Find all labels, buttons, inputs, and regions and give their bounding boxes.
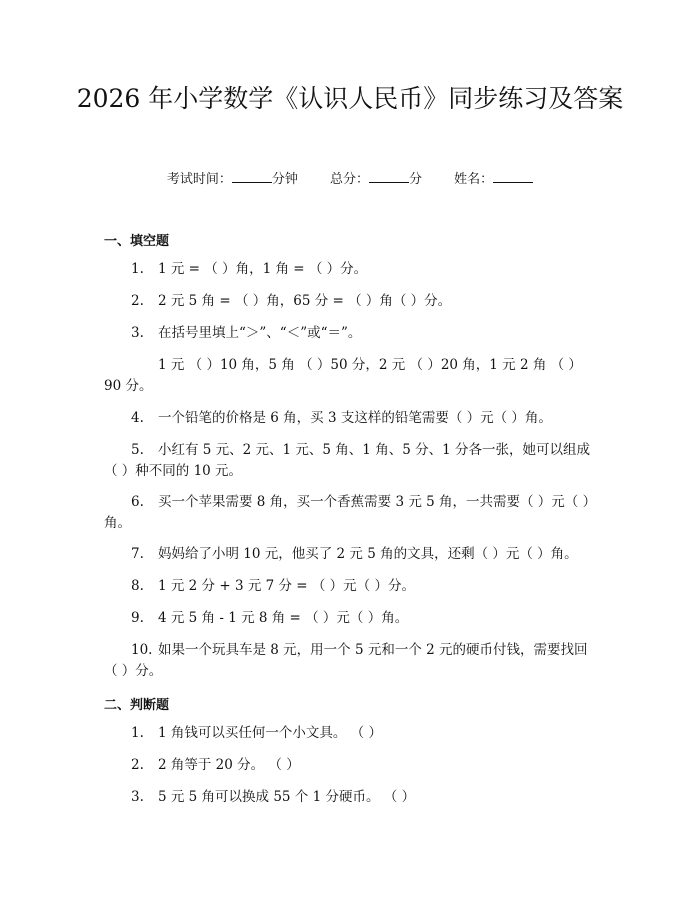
question-item (104, 259, 597, 280)
question-number: 8. (131, 578, 144, 594)
question-number: 3. (131, 789, 144, 805)
exam-info (0, 168, 700, 187)
question-item (104, 492, 597, 534)
question-text: 在括号里填上“＞”、“＜”或“＝”。 (158, 325, 362, 341)
exam-name-blank[interactable] (493, 170, 533, 183)
question-number: 6. (131, 494, 144, 510)
question-text: 小红有 5 元、2 元、1 元、5 角、1 角、5 分、1 分各一张，她可以组成（ ）种不同的 10 元。 (104, 442, 590, 479)
question-item (104, 787, 597, 808)
question-text: 1 元 2 分 + 3 元 7 分 = （ ）元（ ）分。 (158, 578, 415, 594)
question-number: 1. (131, 261, 144, 277)
question-item (104, 408, 597, 429)
question-item (104, 291, 597, 312)
exam-score-unit: 分 (409, 172, 423, 187)
question-number: 2. (131, 293, 144, 309)
exam-time-unit: 分钟 (271, 172, 298, 187)
exam-time (167, 168, 298, 187)
question-text: 妈妈给了小明 10 元，他买了 2 元 5 角的文具，还剩（ ）元（ ）角。 (158, 546, 578, 562)
exam-time-blank[interactable] (232, 170, 272, 183)
question-text: 1 角钱可以买任何一个小文具。 （ ） (158, 725, 382, 741)
question-text: 2 元 5 角 = （ ）角，65 分 = （ ）角（ ）分。 (158, 293, 452, 309)
section-title-fill-blank: 一、填空题 (104, 234, 170, 249)
exam-score (330, 168, 422, 187)
question-item (104, 755, 597, 776)
question-text: 1 元 （ ）10 角，5 角 （ ）50 分，2 元 （ ）20 角，1 元 2 角 （ ）90 分。 (104, 357, 582, 394)
question-number: 5. (131, 442, 144, 458)
question-number: 7. (131, 546, 144, 562)
question-item (104, 576, 597, 597)
question-text: 买一个苹果需要 8 角，买一个香蕉需要 3 元 5 角，一共需要（ ）元（ ）角。 (104, 494, 597, 531)
exam-time-label: 考试时间： (166, 172, 232, 187)
question-number: 3. (131, 325, 144, 341)
page-title: 2026 年小学数学《认识人民币》同步练习及答案 (76, 84, 624, 113)
question-number: 4. (131, 410, 144, 426)
exam-name-label: 姓名： (454, 172, 494, 187)
question-text: 1 元 = （ ）角，1 角 = （ ）分。 (158, 261, 368, 277)
question-text: 2 角等于 20 分。 （ ） (158, 757, 300, 773)
exam-score-blank[interactable] (369, 170, 409, 183)
question-text: 如果一个玩具车是 8 元，用一个 5 元和一个 2 元的硬币付钱，需要找回（ ）分。 (104, 642, 588, 679)
question-item (104, 544, 597, 565)
question-item (104, 723, 597, 744)
question-text: 4 元 5 角 - 1 元 8 角 = （ ）元（ ）角。 (158, 610, 409, 626)
exam-score-label: 总分： (329, 172, 369, 187)
question-item (104, 608, 597, 629)
question-item (104, 323, 597, 344)
question-item (104, 640, 597, 682)
question-text: 一个铅笔的价格是 6 角，买 3 支这样的铅笔需要（ ）元（ ）角。 (158, 410, 552, 426)
question-number: 9. (131, 610, 144, 626)
question-number: 1. (131, 725, 144, 741)
question-text: 5 元 5 角可以换成 55 个 1 分硬币。 （ ） (158, 789, 416, 805)
question-number: 2. (131, 757, 144, 773)
question-item (104, 440, 597, 482)
exam-name (454, 168, 533, 187)
question-number: 10. (131, 642, 153, 658)
question-item (104, 355, 597, 397)
section-title-true-false: 二、判断题 (104, 698, 170, 713)
